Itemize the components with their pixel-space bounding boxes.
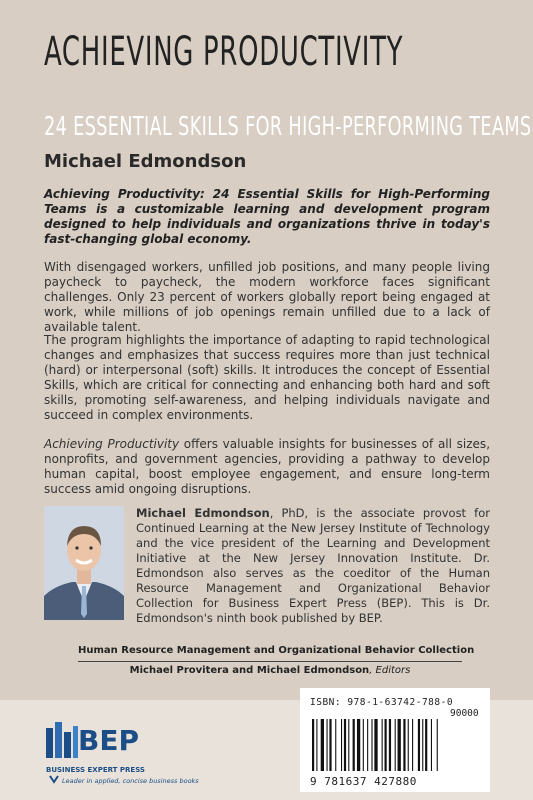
- book-subtitle: 24 ESSENTIAL SKILLS FOR HIGH-PERFORMING TEAMS: [44, 112, 532, 142]
- author-photo: [44, 506, 124, 620]
- author-name: Michael Edmondson: [44, 151, 247, 172]
- barcode-bar: [374, 719, 377, 771]
- description-bold-text: Achieving Productivity: 24 Essential Skills for High-Performing Teams is a customizable learning and development program designed to help individuals and organizations thrive in today's fast-changing global economy.: [44, 187, 490, 246]
- barcode-bar: [348, 719, 349, 771]
- barcode-bar: [312, 719, 314, 771]
- collection-name: Human Resource Management and Organizational Behavior Collection: [78, 645, 475, 656]
- bio-name: Michael Edmondson: [136, 506, 270, 520]
- barcode-image: [310, 719, 486, 771]
- barcode-bar: [382, 719, 383, 771]
- barcode-bar: [353, 719, 355, 771]
- barcode-bar: [418, 719, 420, 771]
- barcode-bar: [389, 719, 391, 771]
- bio-text: , PhD, is the associate provost for Continued Learning at the New Jersey Institute of Technology and the vice president of the Learning and Development Initiative at the New Jersey Innovation Institute. Dr. Edmondson also serves as the coeditor of the Human Resource Management and Organizational Behavior Collection for Business Expert Press (BEP). This is Dr. Edmondson's ninth book published by BEP.: [136, 506, 490, 625]
- barcode-bar: [431, 719, 432, 771]
- isbn-text: ISBN: 978-1-63742-788-0: [310, 697, 454, 708]
- publisher-name: BUSINESS EXPERT PRESS: [46, 766, 145, 774]
- collection-editors: [78, 665, 462, 676]
- barcode-bar: [408, 719, 409, 771]
- description-bold: [44, 187, 490, 247]
- barcode-bar: [403, 719, 405, 771]
- barcode-bar: [363, 719, 364, 771]
- barcode-bar: [316, 719, 317, 771]
- barcode-bar: [321, 719, 324, 771]
- editors-suffix: , Editors: [369, 665, 411, 676]
- barcode-bar: [329, 719, 331, 771]
- barcode-bar: [425, 719, 427, 771]
- barcode-bar: [412, 719, 413, 771]
- publisher-logo-text: BEP: [78, 724, 139, 757]
- barcode-bar: [395, 719, 396, 771]
- description-p4-text: offers valuable insights for businesses of all sizes, nonprofits, and government agencies, providing a pathway to develop human capital, boost employee engagement, and ensure long-term success amid ongoing disruptions.: [44, 437, 491, 496]
- publisher-tagline: Leader in applied, concise business books: [62, 777, 199, 785]
- barcode-bar: [371, 719, 372, 771]
- description-paragraph-4: [44, 437, 490, 497]
- barcode-bar: [327, 719, 328, 771]
- barcode-bar: [341, 719, 342, 771]
- book-title: ACHIEVING PRODUCTIVITY: [44, 29, 404, 75]
- author-portrait-image: [44, 506, 124, 620]
- price-code: 90000: [450, 708, 479, 719]
- barcode-bar: [385, 719, 387, 771]
- author-bio: [136, 506, 490, 626]
- collection-divider: [78, 661, 462, 662]
- description-paragraph-3: The program highlights the importance of adapting to rapid technological changes and emphasizes that success requires more than just technical (hard) or interpersonal (soft) skills. It introduces the concept of Essential Skills, which are critical for connecting and enhancing both hard and soft skills, promoting self-awareness, and helping individuals navigate and succeed in complex environments.: [44, 333, 490, 422]
- barcode-bar: [357, 719, 360, 771]
- barcode-bar: [344, 719, 346, 771]
- barcode-number: 9 781637 427880: [310, 775, 417, 788]
- description-p4-italic: Achieving Productivity: [44, 437, 180, 451]
- barcode-bar: [422, 719, 423, 771]
- barcode-bar: [367, 719, 368, 771]
- editor-names: Michael Provitera and Michael Edmondson: [129, 665, 370, 676]
- description-paragraph-2: With disengaged workers, unfilled job positions, and many people living paycheck to paycheck, the modern workforce faces significant challenges. Only 23 percent of workers globally report being engaged at work, while millions of job openings remain unfilled due to a lack of available talent.: [44, 260, 490, 334]
- barcode-bar: [335, 719, 336, 771]
- barcode-bar: [437, 719, 438, 771]
- barcode-bar: [398, 719, 401, 771]
